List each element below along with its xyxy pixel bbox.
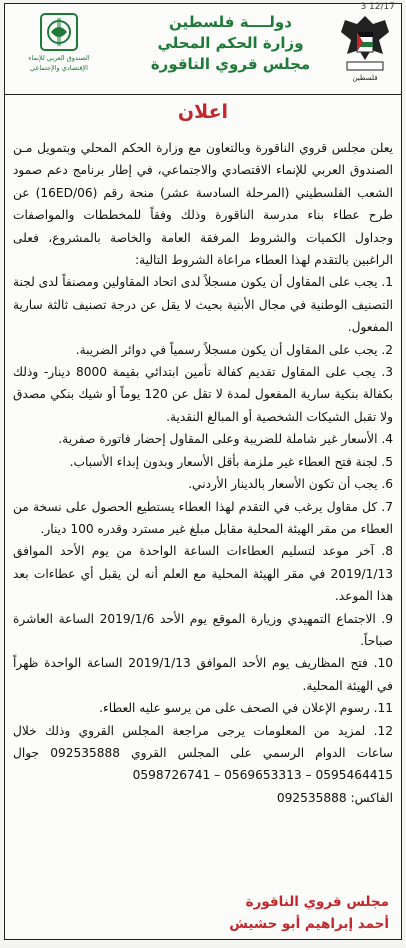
condition-12: 12. لمزيد من المعلومات يرجى مراجعة المجلس القروي وذلك خلال ساعات الدوام الرسمي على المجلس القروي 092535888 جوال 0595464415 – 0569653313 – 0598726741 bbox=[13, 723, 393, 783]
header-titles bbox=[138, 12, 323, 75]
arab-fund-logo bbox=[13, 12, 105, 72]
condition-1: 1. يجب على المقاول أن يكون مسجلاً لدى اتحاد المقاولين ومصنفاً لدى لجنة التصنيف الوطنية في مجال الأبنية بحيث لا يقل عن درجة تصنيف ثالثة سارية المفعول. bbox=[13, 275, 393, 335]
condition-9: 9. الاجتماع التمهيدي وزيارة الموقع يوم الأحد 2019/1/6 الساعة العاشرة صباحاً. bbox=[13, 611, 393, 648]
intro-paragraph: يعلن مجلس قروي الناقورة وبالتعاون مع وزارة الحكم المحلي وبتمويل مـن الصندوق العربي للإنماء الاقتصادي والاجتماعي، في إطار برنامج دعم صمود الشعب الفلسطيني (المرحلة السادسة عشر) منحة رقم (16ED/06) عن طرح عطاء بناء مدرسة الناقورة وذلك وفقاً للمخططات والمواصفات وجداول الكميات والشروط المرفقة العامة والخاصة بالمشروع، فعلى الراغبين بالتقدم لهذا العطاء مراعاة الشروط التالية: bbox=[13, 141, 394, 268]
condition-10: 10. فتح المظاريف يوم الأحد الموافق 2019/1/13 الساعة الواحدة ظهراً في الهيئة المحلية. bbox=[13, 656, 393, 693]
state-name: دولــــة فلسطين bbox=[169, 13, 292, 31]
logo-text-1: الصندوق العربي للإنماء bbox=[28, 54, 90, 62]
condition-11: 11. رسوم الإعلان في الصحف على من يرسو عليه العطاء. bbox=[99, 701, 393, 716]
signature-name: أحمد إبراهيم أبو حشيش bbox=[229, 916, 389, 932]
arab-fund-logo-icon bbox=[39, 12, 79, 52]
ministry-name: وزارة الحكم المحلي bbox=[157, 34, 304, 52]
condition-2: 2. يجب على المقاول أن يكون مسجلاً رسمياً في دوائر الضريبة. bbox=[75, 342, 393, 357]
emblem-caption: فلسطين bbox=[352, 74, 378, 82]
header-divider bbox=[5, 94, 401, 95]
council-name: مجلس قروي الناقورة bbox=[150, 55, 311, 73]
condition-6: 6. يجب أن تكون الأسعار بالدينار الأردني. bbox=[188, 477, 393, 492]
announcement-page bbox=[4, 3, 402, 940]
condition-3: 3. يجب على المقاول تقديم كفالة تأمين ابتدائي بقيمة 8000 دينار- وذلك بكفالة بنكية سارية المفعول لمدة لا تقل عن 120 يوماً أو شيك بنكي مصدق ولا تقبل الشيكات الشخصية أو المبالغ النقدية. bbox=[13, 365, 393, 424]
condition-5: 5. لجنة فتح العطاء غير ملزمة بأقل الأسعار وبدون إبداء الأسباب. bbox=[69, 454, 393, 469]
logo-text-2: الإقتصادي والإجتماعي bbox=[30, 64, 88, 72]
signature-block bbox=[5, 891, 401, 935]
palestine-emblem-icon bbox=[337, 10, 393, 82]
condition-7: 7. كل مقاول يرغب في التقدم لهذا العطاء يستطيع الحصول على نسخة من العطاء من مقر الهيئة المحلية مقابل مبلغ غير مسترد وقدره 100 دينار. bbox=[13, 499, 393, 536]
announcement-body bbox=[13, 137, 393, 809]
notice-title: اعلان bbox=[177, 101, 229, 123]
condition-4: 4. الأسعار غير شاملة للضريبة وعلى المقاول إحضار فاتورة صفرية. bbox=[58, 432, 393, 447]
condition-8: 8. آخر موعد لتسليم العطاءات الساعة الواحدة من يوم الأحد الموافق 2019/1/13 في مقر الهيئة المحلية مع العلم أنه لن يقبل أي عطاءات بعد هذا الموعد. bbox=[13, 544, 393, 604]
fax-line: الفاكس: 092535888 bbox=[276, 790, 393, 805]
signature-council: مجلس قروي الناقورة bbox=[245, 894, 389, 910]
header bbox=[5, 4, 401, 86]
page-code: 3 12/17 bbox=[360, 2, 395, 12]
